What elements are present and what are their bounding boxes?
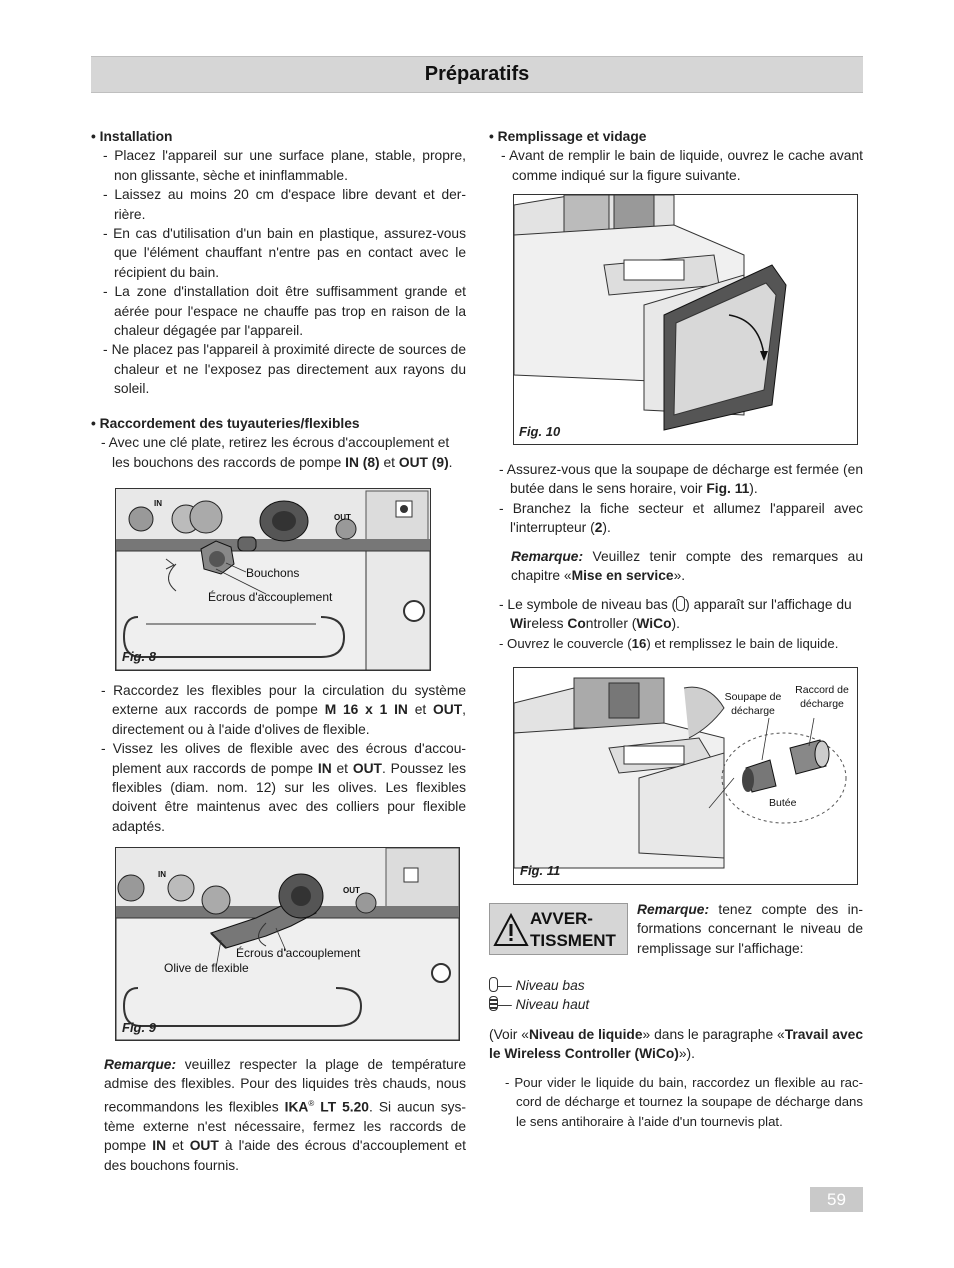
niveau-bas: — Niveau bas: [498, 978, 585, 993]
figure-8: [115, 488, 431, 671]
branchez-item: - Branchez la fiche secteur et allumez l'appareil avec l'interrupteur (2).: [499, 500, 863, 536]
flexibles-item: - Vissez les olives de flexible avec des écrous d'accou-plement aux raccords de pompe IN et OUT. Poussez les flexibles (diam. nom. 12) sur les olives. Les flexibles doivent être maintenus avec des colliers pour flexible adaptés.: [101, 741, 466, 834]
remarque-label: Remarque:: [104, 1057, 177, 1072]
remarque-right-2: Remarque: tenez compte des in-formations concernant le niveau de remplissage sur l'affichage:: [637, 902, 863, 956]
installation-section: [91, 127, 466, 399]
warning-line2: TISSMENT: [530, 931, 616, 950]
level-high-icon: [489, 996, 498, 1011]
fig10-drawing: [514, 195, 857, 444]
installation-item: - Laissez au moins 20 cm d'espace libre devant et der-rière.: [103, 187, 466, 222]
vider-item: - Pour vider le liquide du bain, raccordez un flexible au rac-cord de décharge et tournez la soupape de décharge dans le sens antihoraire à l'aide d'un tournevis plat.: [505, 1075, 863, 1129]
niveau-haut: — Niveau haut: [498, 997, 590, 1013]
ouvrez-item: - Ouvrez le couvercle (16) et remplissez le bain de liquide.: [499, 635, 839, 651]
installation-item: - La zone d'installation doit être suffisamment grande et aérée pour l'espace ne chauffe pas trop en raison de la chaleur dégagée par l'appareil.: [103, 284, 466, 339]
raccordement-item: - Avec une clé plate, retirez les écrous d'accouplement et les bouchons des raccords de pompe IN (8) et OUT (9).: [101, 435, 453, 470]
figure-11: [513, 667, 858, 885]
remplissage-item: - Avant de remplir le bain de liquide, ouvrez le cache avant comme indiqué sur la figure suivante.: [501, 148, 863, 183]
fig11-caption: Fig. 11: [520, 863, 561, 878]
raccordement-heading: • Raccordement des tuyauteries/flexibles: [91, 416, 360, 431]
page-number: 59: [810, 1187, 863, 1212]
fig10-caption: Fig. 10: [519, 424, 561, 439]
voir-section: (Voir «Niveau de liquide» dans le paragraphe «Travail avec le Wireless Controller (WiCo)»).: [489, 1027, 863, 1062]
symbole-section: [499, 595, 863, 653]
flexibles-section: [101, 681, 466, 836]
level-low-icon: [676, 596, 685, 611]
vider-section: [505, 1073, 863, 1131]
flexibles-item: - Raccordez les flexibles pour la circulation du système externe aux raccords de pompe M 16 x 1 IN et OUT, directement ou à l'aide d'olives de flexible.: [101, 683, 466, 737]
symbole-item: - Le symbole de niveau bas ( ) apparaît sur l'affichage du Wireless Controller (WiCo).: [499, 597, 852, 632]
installation-item: - En cas d'utilisation d'un bain en plastique, assurez-vous que l'élément chauffant n'entre pas en contact avec le récipient du bain.: [103, 226, 466, 280]
warning-icon: [493, 913, 529, 947]
figure-9: [115, 847, 460, 1041]
remarque-left: Remarque: veuillez respecter la plage de température admise des flexibles. Pour des liquides très chauds, nous recommandons les flexibles IKA® LT 5.20. Si aucun sys-tème externe n'est nécessaire, fermez les raccords de pompe IN et OUT à l'aide des écrous d'accouplement et des bouchons fournis.: [104, 1057, 466, 1173]
fig9-caption: Fig. 9: [122, 1020, 156, 1035]
level-low-icon: [489, 977, 498, 992]
raccordement-section: [91, 414, 466, 472]
installation-item: - Ne placez pas l'appareil à proximité directe de sources de chaleur et ne l'exposez pas directement aux rayons du soleil.: [103, 342, 466, 397]
fig9-ecrous-label: Écrous d'accouplement: [236, 946, 361, 960]
soupape-item: - Assurez-vous que la soupape de décharge est fermée (en butée dans le sens horaire, voir Fig. 11).: [499, 462, 863, 497]
page-title-bar: [91, 56, 863, 93]
fig8-caption: Fig. 8: [122, 649, 156, 664]
fig11-soupape-label: Soupape de décharge: [724, 691, 782, 717]
fig9-in-label: IN: [158, 870, 166, 879]
installation-item: - Placez l'appareil sur une surface plane, stable, propre, non glissante, sèche et ininflammable.: [103, 148, 466, 183]
fig11-butee-label: Butée: [769, 797, 797, 809]
fig9-olive-label: Olive de flexible: [164, 961, 249, 975]
installation-heading: • Installation: [91, 129, 173, 144]
figure-10: [513, 194, 858, 445]
remplissage-heading: • Remplissage et vidage: [489, 129, 647, 144]
fig8-in-label: IN: [154, 499, 162, 508]
warning-line1: AVVER-: [530, 909, 593, 928]
page-title: Préparatifs: [424, 63, 530, 85]
remplissage-section: [489, 127, 863, 185]
fig8-bouchons-label: Bouchons: [246, 566, 300, 580]
remarque-right-1: Remarque: Veuillez tenir compte des remarques au chapitre «Mise en service».: [511, 549, 863, 584]
fig8-ecrous-label: Écrous d'accouplement: [208, 590, 333, 604]
fig9-drawing: [116, 848, 459, 1040]
fig9-out-label: OUT: [343, 886, 360, 895]
fig8-out-label: OUT: [334, 513, 351, 522]
warning-box: [489, 903, 628, 955]
soupape-section: [499, 460, 863, 538]
fig11-raccord-label: Raccord de décharge: [795, 684, 849, 710]
niveau-legend: [489, 976, 789, 1015]
